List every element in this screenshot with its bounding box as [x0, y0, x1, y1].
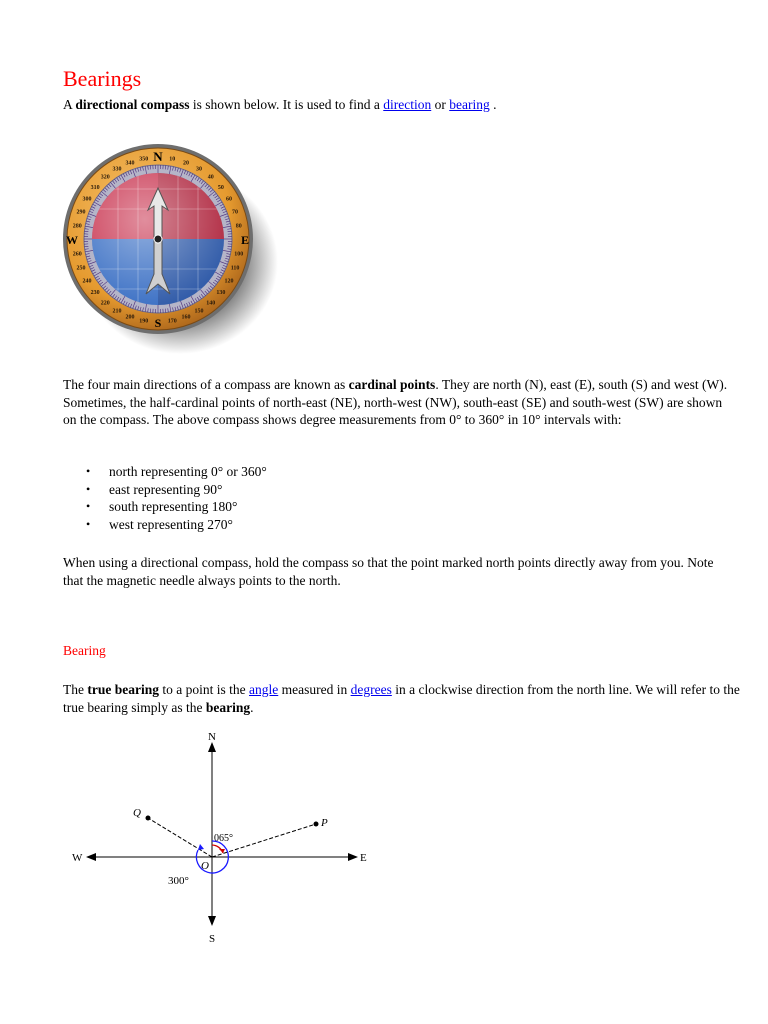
compass-label-w: W — [66, 233, 78, 247]
compass-degree-label: 150 — [194, 308, 204, 315]
compass-degree-label: 80 — [235, 223, 242, 230]
list-item-text: north representing 0° or 360° — [109, 464, 267, 479]
compass-degree-label: 230 — [90, 290, 100, 297]
south-arrow-icon — [208, 916, 216, 926]
compass-degree-label: 310 — [90, 184, 100, 191]
intro-text-1: A — [63, 97, 76, 112]
compass-degree-label: 40 — [207, 174, 214, 181]
intro-paragraph — [63, 96, 743, 114]
east-arrow-icon — [348, 853, 358, 861]
compass-degree-label: 20 — [183, 160, 190, 167]
compass-degree-label: 260 — [72, 251, 82, 258]
point-p — [314, 822, 319, 827]
page-title: Bearings — [63, 66, 142, 91]
compass-label-n: N — [153, 149, 163, 164]
intro-text-2: is shown below. It is used to find a — [189, 97, 384, 112]
angle-arc-065-arrow-icon — [219, 849, 225, 853]
compass-degree-label: 140 — [206, 300, 216, 307]
compass-degree-label: 130 — [216, 290, 226, 297]
list-item — [63, 463, 267, 481]
link-degrees[interactable]: degrees — [350, 682, 392, 697]
para1-bold-cardinal-points: cardinal points — [348, 377, 436, 392]
point-q — [146, 816, 151, 821]
link-bearing[interactable]: bearing — [449, 97, 490, 112]
compass-usage-paragraph: When using a directional compass, hold the compass so that the point marked north points directly away from you. Note that the magnetic needle always points to the north. — [63, 555, 714, 588]
section-heading-bearing: Bearing — [63, 643, 106, 658]
para3-text-4: in a clockwise direction from the north line. We will refer to the true bearing simply as the — [63, 682, 740, 715]
diagram-label-n: N — [208, 731, 216, 743]
compass-degree-label: 10 — [169, 156, 176, 163]
list-item — [63, 498, 267, 516]
para1-text-2: . They are north (N), east (E), south (S) and west (W). Sometimes, the half-cardinal points of north-east (NE), north-west (NW), south-east (SE) and south-west (SW) are shown on the compass. The above compass shows degree measurements from 0° to 360° in 10° intervals with: — [63, 377, 728, 427]
compass-degree-label: 240 — [82, 278, 92, 285]
para3-text-1: The — [63, 682, 88, 697]
intro-text-4: . — [489, 97, 497, 112]
line-oq — [148, 818, 212, 857]
compass-degree-label: 60 — [226, 196, 233, 203]
para3-text-2: to a point is the — [159, 682, 249, 697]
compass-image — [58, 144, 278, 356]
north-arrow-icon — [208, 742, 216, 752]
para1-text-1: The four main directions of a compass are known as — [63, 377, 349, 392]
para3-text-3: measured in — [278, 682, 351, 697]
list-item-text: south representing 180° — [109, 499, 238, 514]
compass-label-s: S — [154, 316, 162, 330]
list-item-text: east representing 90° — [109, 481, 223, 497]
compass-degree-label: 250 — [76, 265, 86, 272]
compass-degree-label: 200 — [125, 314, 135, 321]
intro-text-3: or — [431, 97, 450, 112]
compass-degree-label: 110 — [230, 265, 240, 272]
diagram-label-o: O — [201, 860, 209, 872]
list-item — [63, 481, 267, 499]
list-item-text: west representing 270° — [109, 516, 233, 532]
para3-bold-true-bearing: true bearing — [87, 682, 159, 697]
diagram-label-p: P — [321, 817, 328, 829]
compass-degree-label: 190 — [139, 318, 149, 325]
compass-degree-label: 320 — [100, 174, 110, 181]
true-bearing-paragraph — [63, 681, 743, 716]
compass-degree-label: 350 — [139, 156, 149, 163]
compass-degree-label: 50 — [217, 184, 224, 191]
diagram-label-w: W — [72, 852, 83, 864]
diagram-angle-300: 300° — [168, 875, 189, 887]
compass-degree-label: 330 — [112, 166, 122, 173]
compass-degree-label: 70 — [232, 209, 239, 216]
link-direction[interactable]: direction — [383, 97, 432, 112]
diagram-label-q: Q — [133, 807, 141, 819]
compass-degree-label: 340 — [125, 160, 135, 167]
compass-degree-label: 120 — [224, 278, 234, 285]
bearing-diagram — [68, 728, 378, 948]
compass-degree-label: 300 — [82, 196, 92, 203]
diagram-angle-065: 065° — [214, 833, 233, 844]
para3-bold-bearing: bearing — [205, 699, 251, 715]
angle-arc-300-arrow-icon — [198, 844, 204, 850]
compass-label-e: E — [240, 233, 250, 247]
compass-degree-label: 160 — [181, 314, 191, 321]
intro-bold-directional-compass: directional compass — [75, 97, 190, 112]
compass-degree-label: 280 — [72, 223, 82, 230]
diagram-label-s: S — [208, 933, 216, 945]
compass-degree-label: 290 — [76, 209, 86, 216]
compass-degree-label: 170 — [167, 318, 177, 325]
compass-degree-label: 30 — [196, 166, 202, 173]
para3-text-5: . — [250, 699, 254, 715]
compass-degree-label: 220 — [100, 300, 110, 307]
diagram-label-e: E — [360, 852, 367, 864]
list-item — [63, 516, 267, 534]
link-angle[interactable]: angle — [249, 682, 279, 697]
compass-degree-label: 100 — [234, 251, 244, 258]
cardinal-points-paragraph — [63, 376, 731, 429]
direction-degree-list — [63, 463, 267, 533]
compass-degree-label: 210 — [112, 308, 122, 315]
west-arrow-icon — [86, 853, 96, 861]
